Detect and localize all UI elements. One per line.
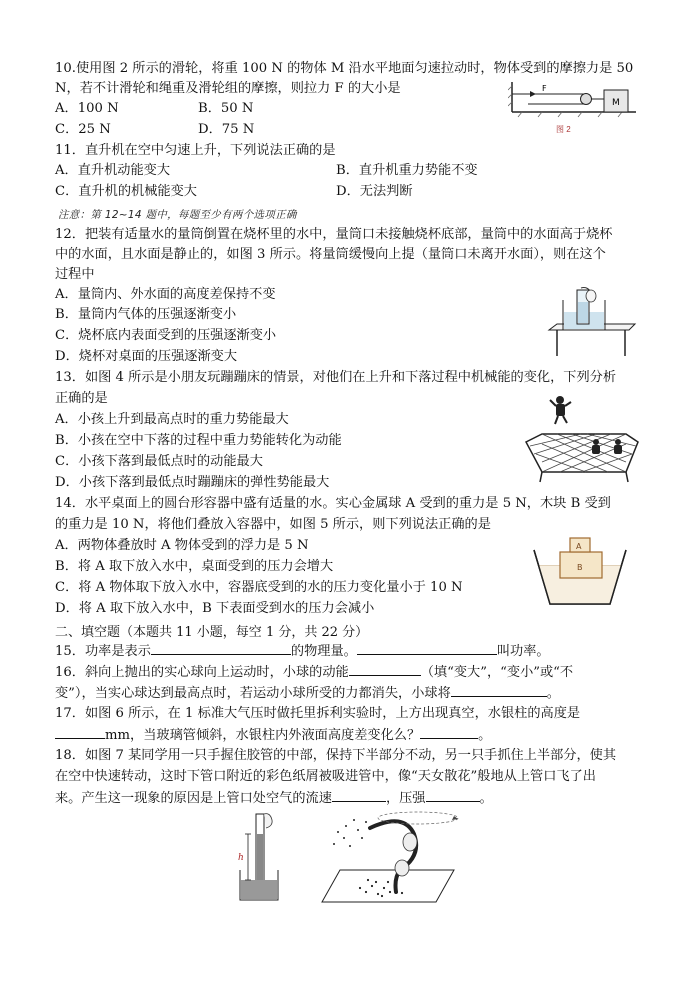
q16-line-1 <box>55 663 573 682</box>
figure-6-label-h: h <box>238 853 244 863</box>
q18-blank-1 <box>332 789 386 802</box>
q18-line-2: 在空中快速转动，这时下管口附近的彩色纸屑被吸进管中，像“天女散花”般地从上管口飞了出 <box>55 769 596 784</box>
q18-blank-2 <box>426 789 480 802</box>
section-2-heading: 二、填空题（本题共 11 小题，每空 1 分，共 22 分） <box>55 625 369 640</box>
q15-post: 叫功率。 <box>496 644 550 659</box>
q12-option-b: B．量筒内气体的压强逐渐变小 <box>55 307 237 322</box>
q14-line-1: 14．水平桌面上的圆台形容器中盛有适量的水。实心金属球 A 受到的重力是 5 N，木块 B 受到 <box>55 496 611 511</box>
q16-line-2 <box>55 684 560 703</box>
q14-option-d: D．将 A 取下放入水中，B 下表面受到水的压力会减小 <box>55 601 375 616</box>
q17-line2-post: mm，当玻璃管倾斜，水银柱内外液面高度差变化么？ <box>105 728 421 743</box>
q12-line-2: 中的水面，且水面是静止的，如图 3 所示。将量筒缓慢向上提（量筒口未离开水面），则在这个 <box>55 247 606 262</box>
figure-7-rotating-tube <box>318 808 460 906</box>
figure-2-pulley <box>508 80 638 122</box>
q11-option-d: D．无法判断 <box>336 184 413 199</box>
q18-line3-mid: ，压强 <box>385 791 426 806</box>
q10-option-b: B．50 N <box>198 101 254 116</box>
q17-line2-end: 。 <box>478 728 492 743</box>
q14-option-a: A．两物体叠放时 A 物体受到的浮力是 5 N <box>55 538 309 553</box>
q16-line1-post: （填“变大”，“变小”或“不 <box>420 665 574 680</box>
q10-option-a: A．100 N <box>55 101 119 116</box>
q12-option-c: C．烧杯底内表面受到的压强逐渐变小 <box>55 328 277 343</box>
figure-5-label-b: B <box>577 563 583 572</box>
q16-line2-pre: 变”），当实心球达到最高点时，若运动小球所受的力都消失，小球将 <box>55 686 451 701</box>
q18-line-3 <box>55 789 493 808</box>
q15-mid: 的物理量。 <box>290 644 357 659</box>
figure-2-label-f: F <box>542 84 547 93</box>
q12-line-3: 过程中 <box>55 267 95 282</box>
figure-5-label-a: A <box>576 542 582 551</box>
q12-option-a: A．量筒内、外水面的高度差保持不变 <box>55 287 276 302</box>
q12-option-d: D．烧杯对桌面的压强逐渐变大 <box>55 349 238 364</box>
q10-line-2: N，若不计滑轮和绳重及滑轮组的摩擦，则拉力 F 的大小是 <box>55 81 401 96</box>
q16-line1-pre: 16．斜向上抛出的实心球向上运动时，小球的动能 <box>55 665 349 680</box>
q18-line-1: 18．如图 7 某同学用一只手握住胶管的中部，保持下半部分不动，另一只手抓住上半部分，使其 <box>55 748 617 763</box>
q11-option-c: C．直升机的机械能变大 <box>55 184 197 199</box>
q15-blank-1 <box>151 642 291 655</box>
q18-line3-pre: 来。产生这一现象的原因是上管口处空气的流速 <box>55 791 332 806</box>
q15-line <box>55 642 550 661</box>
q13-option-b: B．小孩在空中下落的过程中重力势能转化为动能 <box>55 433 342 448</box>
q11-stem: 11．直升机在空中匀速上升，下列说法正确的是 <box>55 143 336 158</box>
q14-line-2: 的重力是 10 N，将他们叠放入容器中，如图 5 所示，则下列说法正确的是 <box>55 517 491 532</box>
q16-blank-1 <box>349 663 421 676</box>
q13-option-c: C．小孩下落到最低点时的动能最大 <box>55 454 263 469</box>
q10-option-d: D．75 N <box>198 122 255 137</box>
q15-pre: 15．功率是表示 <box>55 644 151 659</box>
q16-blank-2 <box>451 684 547 697</box>
q17-blank-1 <box>55 726 105 739</box>
q11-option-b: B．直升机重力势能不变 <box>336 163 478 178</box>
q13-option-a: A．小孩上升到最高点时的重力势能最大 <box>55 412 289 427</box>
q15-blank-2 <box>357 642 497 655</box>
figure-3-cylinder-beaker <box>545 286 637 358</box>
q14-option-c: C．将 A 物体取下放入水中，容器底受到的水的压力变化量小于 10 N <box>55 580 463 595</box>
q17-line-2 <box>55 726 491 745</box>
q16-line2-post: 。 <box>546 686 560 701</box>
q13-line-2: 正确的是 <box>55 391 108 406</box>
q10-option-c: C．25 N <box>55 122 111 137</box>
q12-line-1: 12．把装有适量水的量筒倒置在烧杯里的水中，量筒口未接触烧杯底部，量筒中的水面高于烧杯 <box>55 227 613 242</box>
q17-blank-2 <box>420 726 478 739</box>
figure-2-label-m: M <box>612 98 620 108</box>
q17-line-1: 17．如图 6 所示，在 1 标准大气压时做托里拆利实验时，上方出现真空，水银柱的高度是 <box>55 706 581 721</box>
figure-5-container <box>528 530 632 610</box>
figure-6-torricelli <box>232 812 288 904</box>
figure-4-trampoline <box>522 392 640 484</box>
q10-line-1: 10.使用图 2 所示的滑轮，将重 100 N 的物体 M 沿水平地面匀速拉动时，物体受到的摩擦力是 50 <box>55 61 634 76</box>
figure-2-caption: 图 2 <box>556 125 571 134</box>
q11-option-a: A．直升机动能变大 <box>55 163 171 178</box>
q18-line3-end: 。 <box>479 791 493 806</box>
note-multiple-answers: 注意：第 12~14 题中，每题至少有两个选项正确 <box>58 209 297 221</box>
q13-option-d: D．小孩下落到最低点时蹦蹦床的弹性势能最大 <box>55 475 330 490</box>
q13-line-1: 13．如图 4 所示是小朋友玩蹦蹦床的情景，对他们在上升和下落过程中机械能的变化，下列分析 <box>55 370 617 385</box>
q14-option-b: B．将 A 取下放入水中，桌面受到的压力会增大 <box>55 559 334 574</box>
